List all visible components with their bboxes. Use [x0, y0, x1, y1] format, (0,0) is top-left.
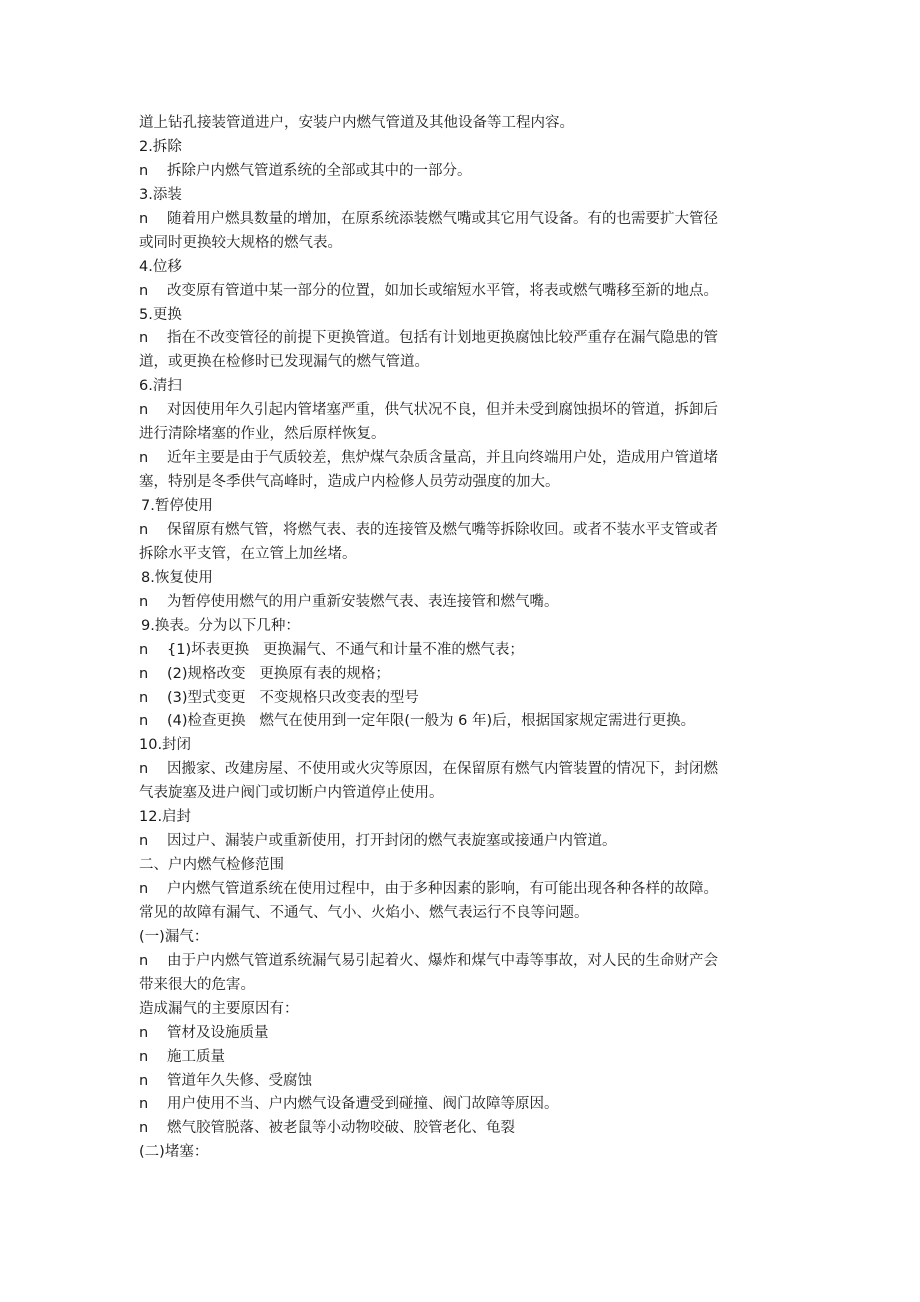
bullet-marker: n [139, 952, 149, 969]
text-line: 2.拆除 [139, 138, 182, 155]
bullet-paragraph-line [139, 208, 789, 232]
text-line: 造成漏气的主要原因有： [139, 1000, 299, 1017]
text-line: (一)漏气： [139, 928, 209, 945]
bullet-marker: n [139, 162, 149, 179]
bullet-text: 拆除户内燃气管道系统的全部或其中的一部分。 [167, 162, 472, 179]
bullet-paragraph-line [139, 591, 789, 615]
bullet-marker: n [139, 881, 149, 897]
text-line: 4.位移 [139, 258, 182, 275]
bullet-marker: n [139, 1120, 149, 1137]
bullet-text: 改变原有管道中某一部分的位置，如加长或缩短水平管，将表或燃气嘴移至新的地点。 [167, 282, 718, 299]
bullet-paragraph-line [139, 447, 789, 471]
text-line: 常见的故障有漏气、不通气、气小、火焰小、燃气表运行不良等问题。 [139, 904, 589, 921]
bullet-text: {1)坏表更换 更换漏气、不通气和计量不准的燃气表； [167, 641, 524, 658]
bullet-text: 随着用户燃具数量的增加，在原系统添装燃气嘴或其它用气设备。有的也需要扩大管径 [167, 210, 718, 227]
bullet-marker: n [139, 833, 149, 850]
text-line: 塞，特别是冬季供气高峰时，造成户内检修人员劳动强度的加大。 [139, 474, 560, 491]
bullet-paragraph-line [139, 519, 789, 543]
bullet-marker: n [139, 593, 149, 610]
text-line: 5.更换 [139, 306, 182, 323]
bullet-paragraph-line [139, 878, 789, 902]
bullet-paragraph-line [139, 710, 789, 734]
bullet-paragraph-line [139, 1093, 789, 1117]
bullet-marker: n [139, 1096, 149, 1113]
bullet-text: 由于户内燃气管道系统漏气易引起着火、爆炸和煤气中毒等事故，对人民的生命财产会 [167, 952, 718, 969]
bullet-text: 因过户、漏装户或重新使用，打开封闭的燃气表旋塞或接通户内管道。 [167, 833, 617, 850]
bullet-text: 管材及设施质量 [167, 1024, 269, 1041]
bullet-paragraph-line [139, 663, 789, 687]
text-line: 二、户内燃气检修范围 [139, 857, 284, 874]
bullet-marker: n [139, 689, 149, 706]
bullet-paragraph-line [139, 830, 789, 854]
bullet-text: 保留原有燃气管，将燃气表、表的连接管及燃气嘴等拆除收回。或者不装水平支管或者 [167, 521, 718, 538]
text-line: 气表旋塞及进户阀门或切断户内管道停止使用。 [139, 785, 444, 802]
bullet-marker: n [139, 1072, 149, 1089]
bullet-text: 为暂停使用燃气的用户重新安装燃气表、表连接管和燃气嘴。 [167, 593, 559, 610]
bullet-marker: n [139, 1024, 149, 1041]
bullet-text: 管道年久失修、受腐蚀 [167, 1072, 312, 1089]
bullet-paragraph-line [139, 280, 789, 304]
bullet-marker: n [139, 641, 149, 658]
bullet-text: 燃气胶管脱落、被老鼠等小动物咬破、胶管老化、龟裂 [167, 1120, 515, 1137]
text-line: 6.清扫 [139, 378, 182, 395]
bullet-paragraph-line [139, 399, 789, 423]
bullet-marker: n [139, 210, 149, 227]
document-body [139, 112, 789, 1165]
bullet-text: (3)型式变更 不变规格只改变表的型号 [167, 689, 419, 706]
bullet-paragraph-line [139, 950, 789, 974]
bullet-text: (2)规格改变 更换原有表的规格； [167, 665, 390, 682]
bullet-paragraph-line [139, 639, 789, 663]
bullet-text: 近年主要是由于气质较差，焦炉煤气杂质含量高，并且向终端用户处，造成用户管道堵 [167, 450, 718, 467]
bullet-text: 施工质量 [167, 1048, 225, 1065]
bullet-text: 对因使用年久引起内管堵塞严重，供气状况不良，但并未受到腐蚀损坏的管道，拆卸后 [167, 402, 718, 419]
bullet-paragraph-line [139, 1070, 789, 1094]
bullet-marker: n [139, 450, 149, 467]
bullet-text: 指在不改变管径的前提下更换管道。包括有计划地更换腐蚀比较严重存在漏气隐患的管 [167, 330, 718, 347]
bullet-marker: n [139, 713, 149, 730]
bullet-text: (4)检查更换 燃气在使用到一定年限(一般为 6 年)后，根据国家规定需进行更换。 [167, 713, 696, 730]
bullet-paragraph-line [139, 1046, 789, 1070]
bullet-text: 因搬家、改建房屋、不使用或火灾等原因，在保留原有燃气内管装置的情况下，封闭燃 [167, 761, 718, 778]
text-line: 9.换表。分为以下几种： [141, 617, 300, 634]
bullet-marker: n [139, 282, 149, 299]
bullet-paragraph-line [139, 1022, 789, 1046]
text-line: 3.添装 [139, 186, 182, 203]
bullet-marker: n [139, 1048, 149, 1065]
bullet-paragraph-line [139, 160, 789, 184]
text-line: 带来很大的危害。 [139, 976, 255, 993]
bullet-marker: n [139, 665, 149, 682]
bullet-marker: n [139, 402, 149, 419]
bullet-text: 户内燃气管道系统在使用过程中，由于多种因素的影响，有可能出现各种各样的故障。 [167, 881, 718, 897]
bullet-paragraph-line [139, 1117, 789, 1141]
text-line: 10.封闭 [139, 737, 192, 754]
bullet-paragraph-line [139, 758, 789, 782]
bullet-marker: n [139, 521, 149, 538]
text-line: 12.启封 [139, 809, 192, 826]
text-line: 拆除水平支管，在立管上加丝堵。 [139, 545, 357, 562]
text-line: 道上钻孔接装管道进户，安装户内燃气管道及其他设备等工程内容。 [139, 115, 574, 131]
text-line: 或同时更换较大规格的燃气表。 [139, 234, 342, 251]
text-line: 道，或更换在检修时已发现漏气的燃气管道。 [139, 354, 429, 371]
bullet-marker: n [139, 761, 149, 778]
text-line: 7.暂停使用 [141, 498, 213, 514]
text-line: 8.恢复使用 [141, 569, 213, 586]
bullet-paragraph-line [139, 327, 789, 351]
bullet-text: 用户使用不当、户内燃气设备遭受到碰撞、阀门故障等原因。 [167, 1096, 559, 1113]
text-line: (二)堵塞： [139, 1144, 209, 1161]
text-line: 进行清除堵塞的作业，然后原样恢复。 [139, 426, 386, 443]
bullet-paragraph-line [139, 687, 789, 711]
bullet-marker: n [139, 330, 149, 347]
